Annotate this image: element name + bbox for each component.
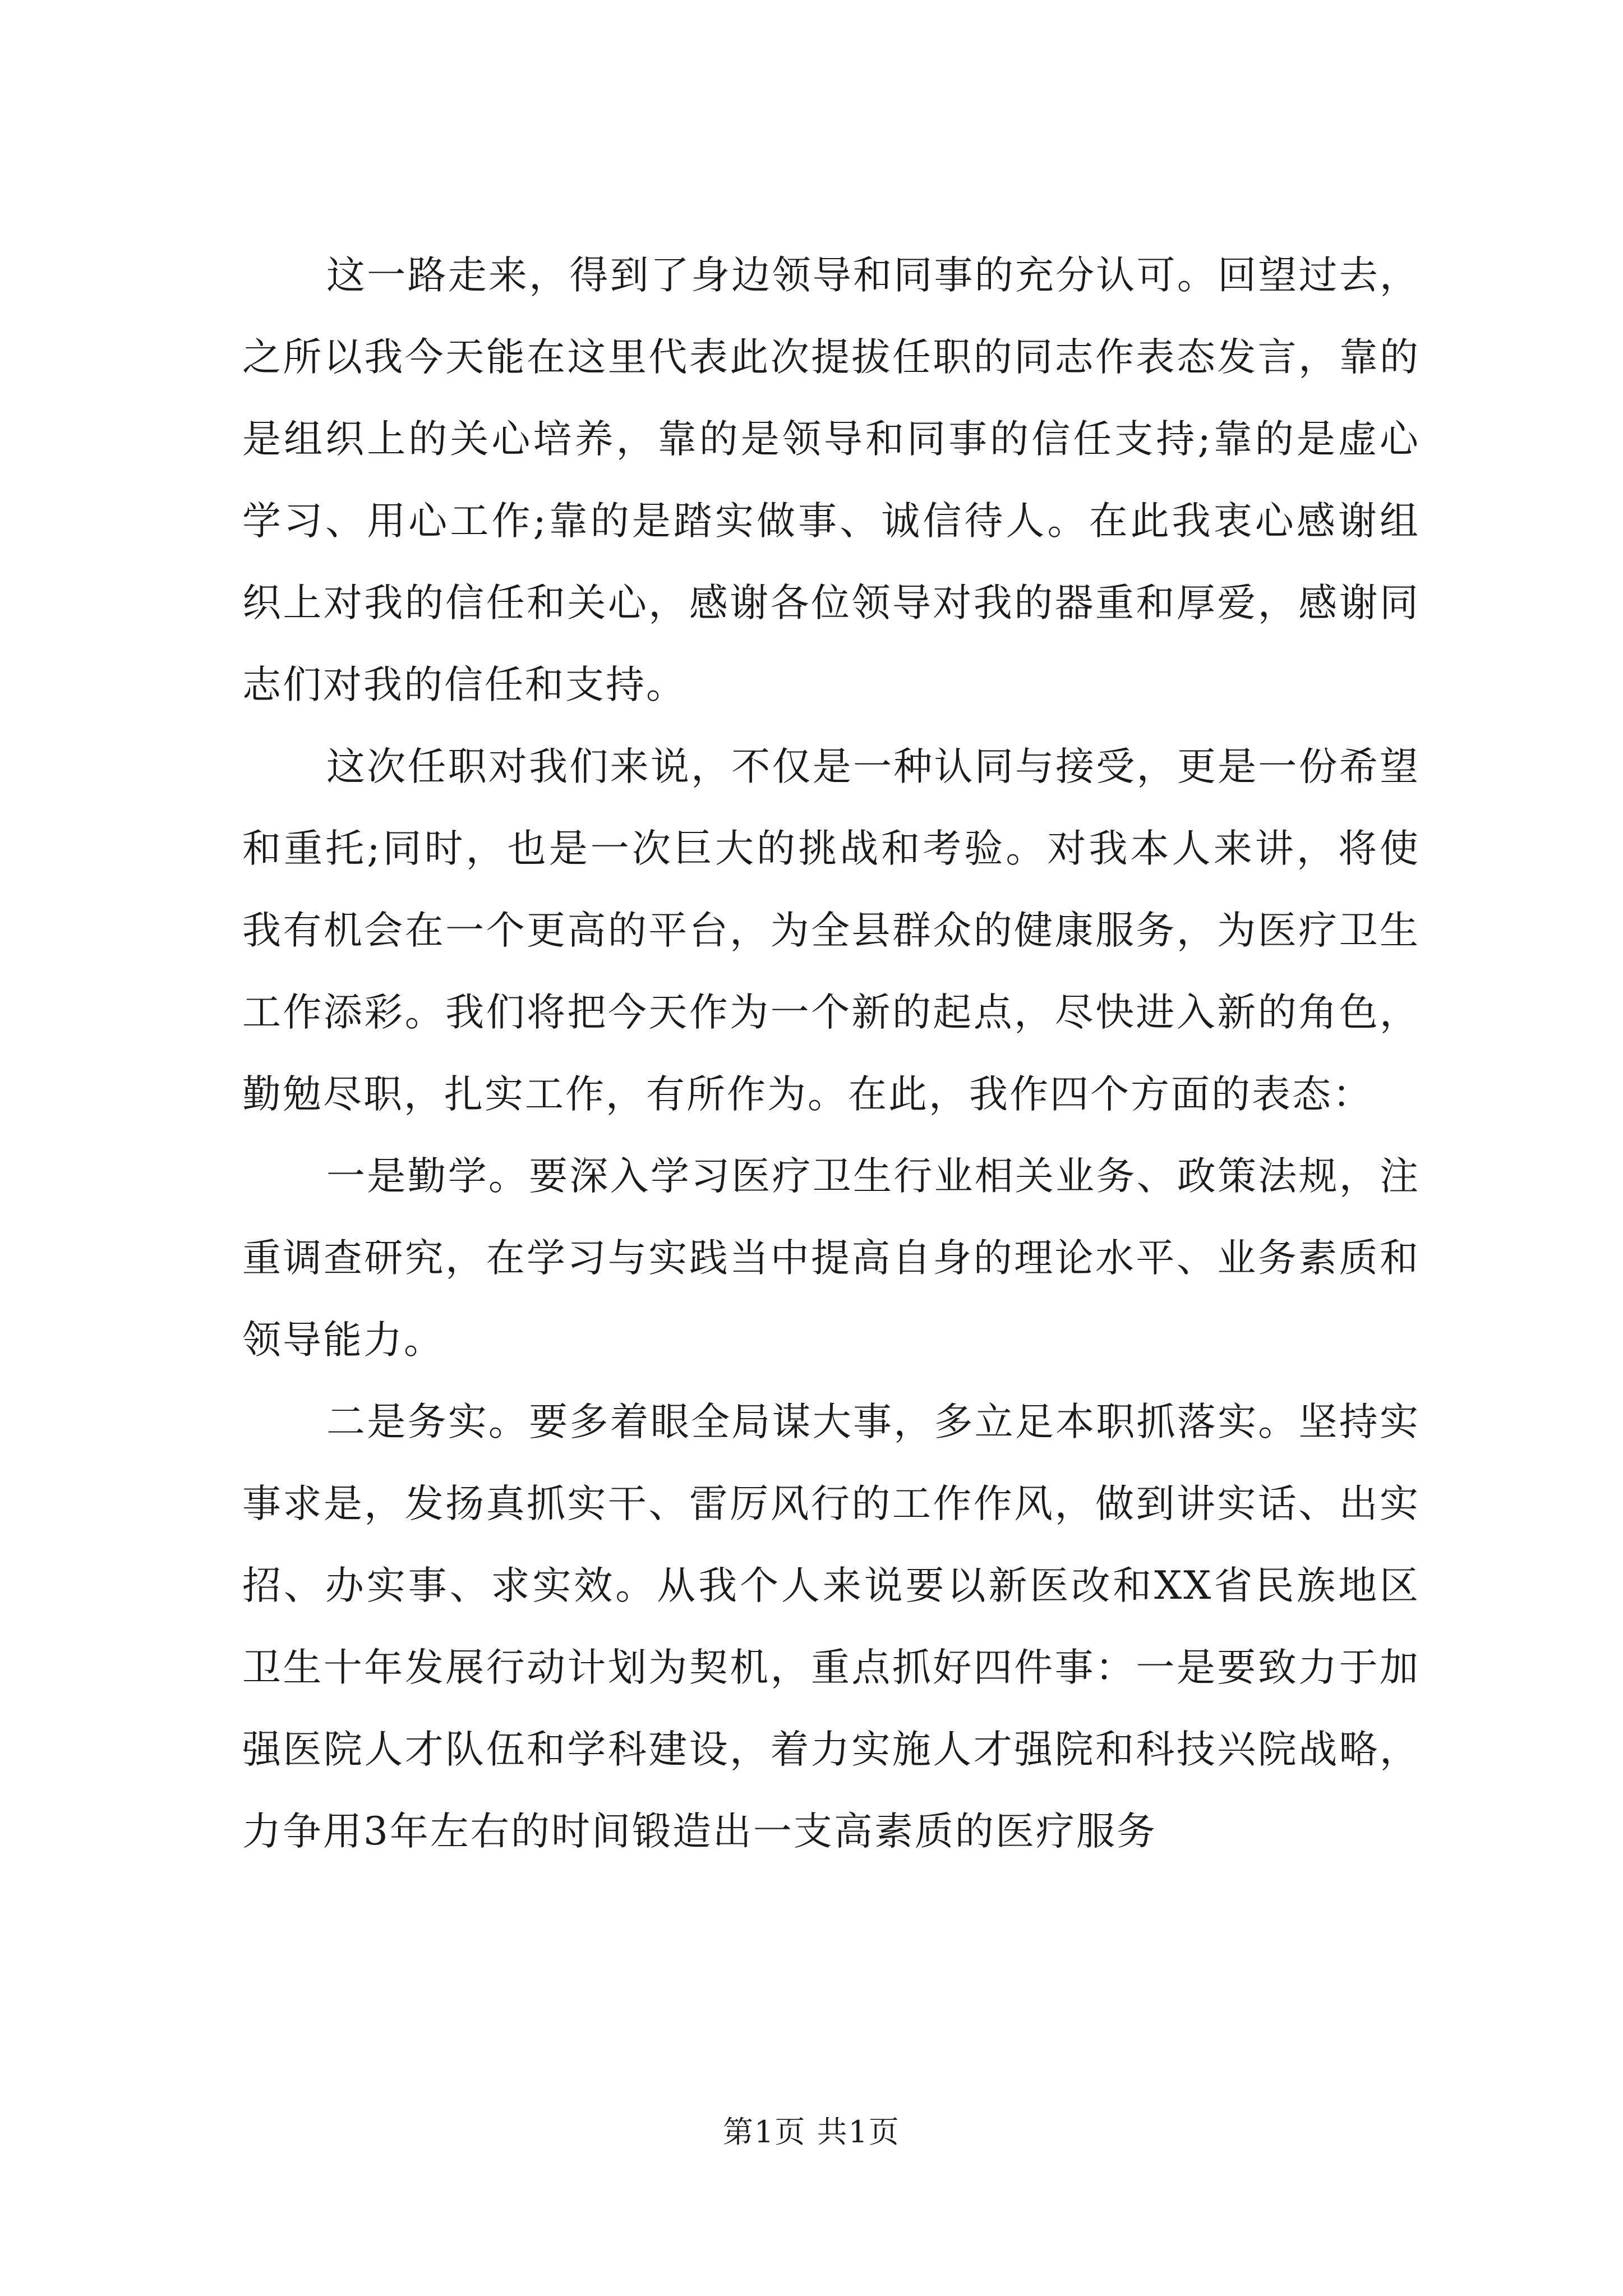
document-body bbox=[242, 234, 1420, 1872]
page-number-footer: 第1页 共1页 bbox=[723, 2114, 900, 2150]
paragraph-3: 一是勤学。要深入学习医疗卫生行业相关业务、政策法规，注重调查研究，在学习与实践当中提高自身的理论水平、业务素质和领导能力。 bbox=[242, 1154, 1420, 1363]
paragraph-2: 这次任职对我们来说，不仅是一种认同与接受，更是一份希望和重托;同时，也是一次巨大的挑战和考验。对我本人来讲，将使我有机会在一个更高的平台，为全县群众的健康服务，为医疗卫生工作添彩。我们将把今天作为一个新的起点，尽快进入新的角色，勤勉尽职，扎实工作，有所作为。在此，我作四个方面的表态： bbox=[242, 744, 1420, 1117]
paragraph-4: 二是务实。要多着眼全局谋大事，多立足本职抓落实。坚持实事求是，发扬真抓实干、雷厉风行的工作作风，做到讲实话、出实招、办实事、求实效。从我个人来说要以新医改和XX省民族地区卫生十年发展行动计划为契机，重点抓好四件事：一是要致力于加强医院人才队伍和学科建设，着力实施人才强院和科技兴院战略，力争用3年左右的时间锻造出一支高素质的医疗服务 bbox=[242, 1400, 1420, 1854]
paragraph-1: 这一路走来，得到了身边领导和同事的充分认可。回望过去，之所以我今天能在这里代表此次提拔任职的同志作表态发言，靠的是组织上的关心培养，靠的是领导和同事的信任支持;靠的是虚心学习、用心工作;靠的是踏实做事、诚信待人。在此我衷心感谢组织上对我的信任和关心，感谢各位领导对我的器重和厚爱，感谢同志们对我的信任和支持。 bbox=[242, 253, 1420, 707]
